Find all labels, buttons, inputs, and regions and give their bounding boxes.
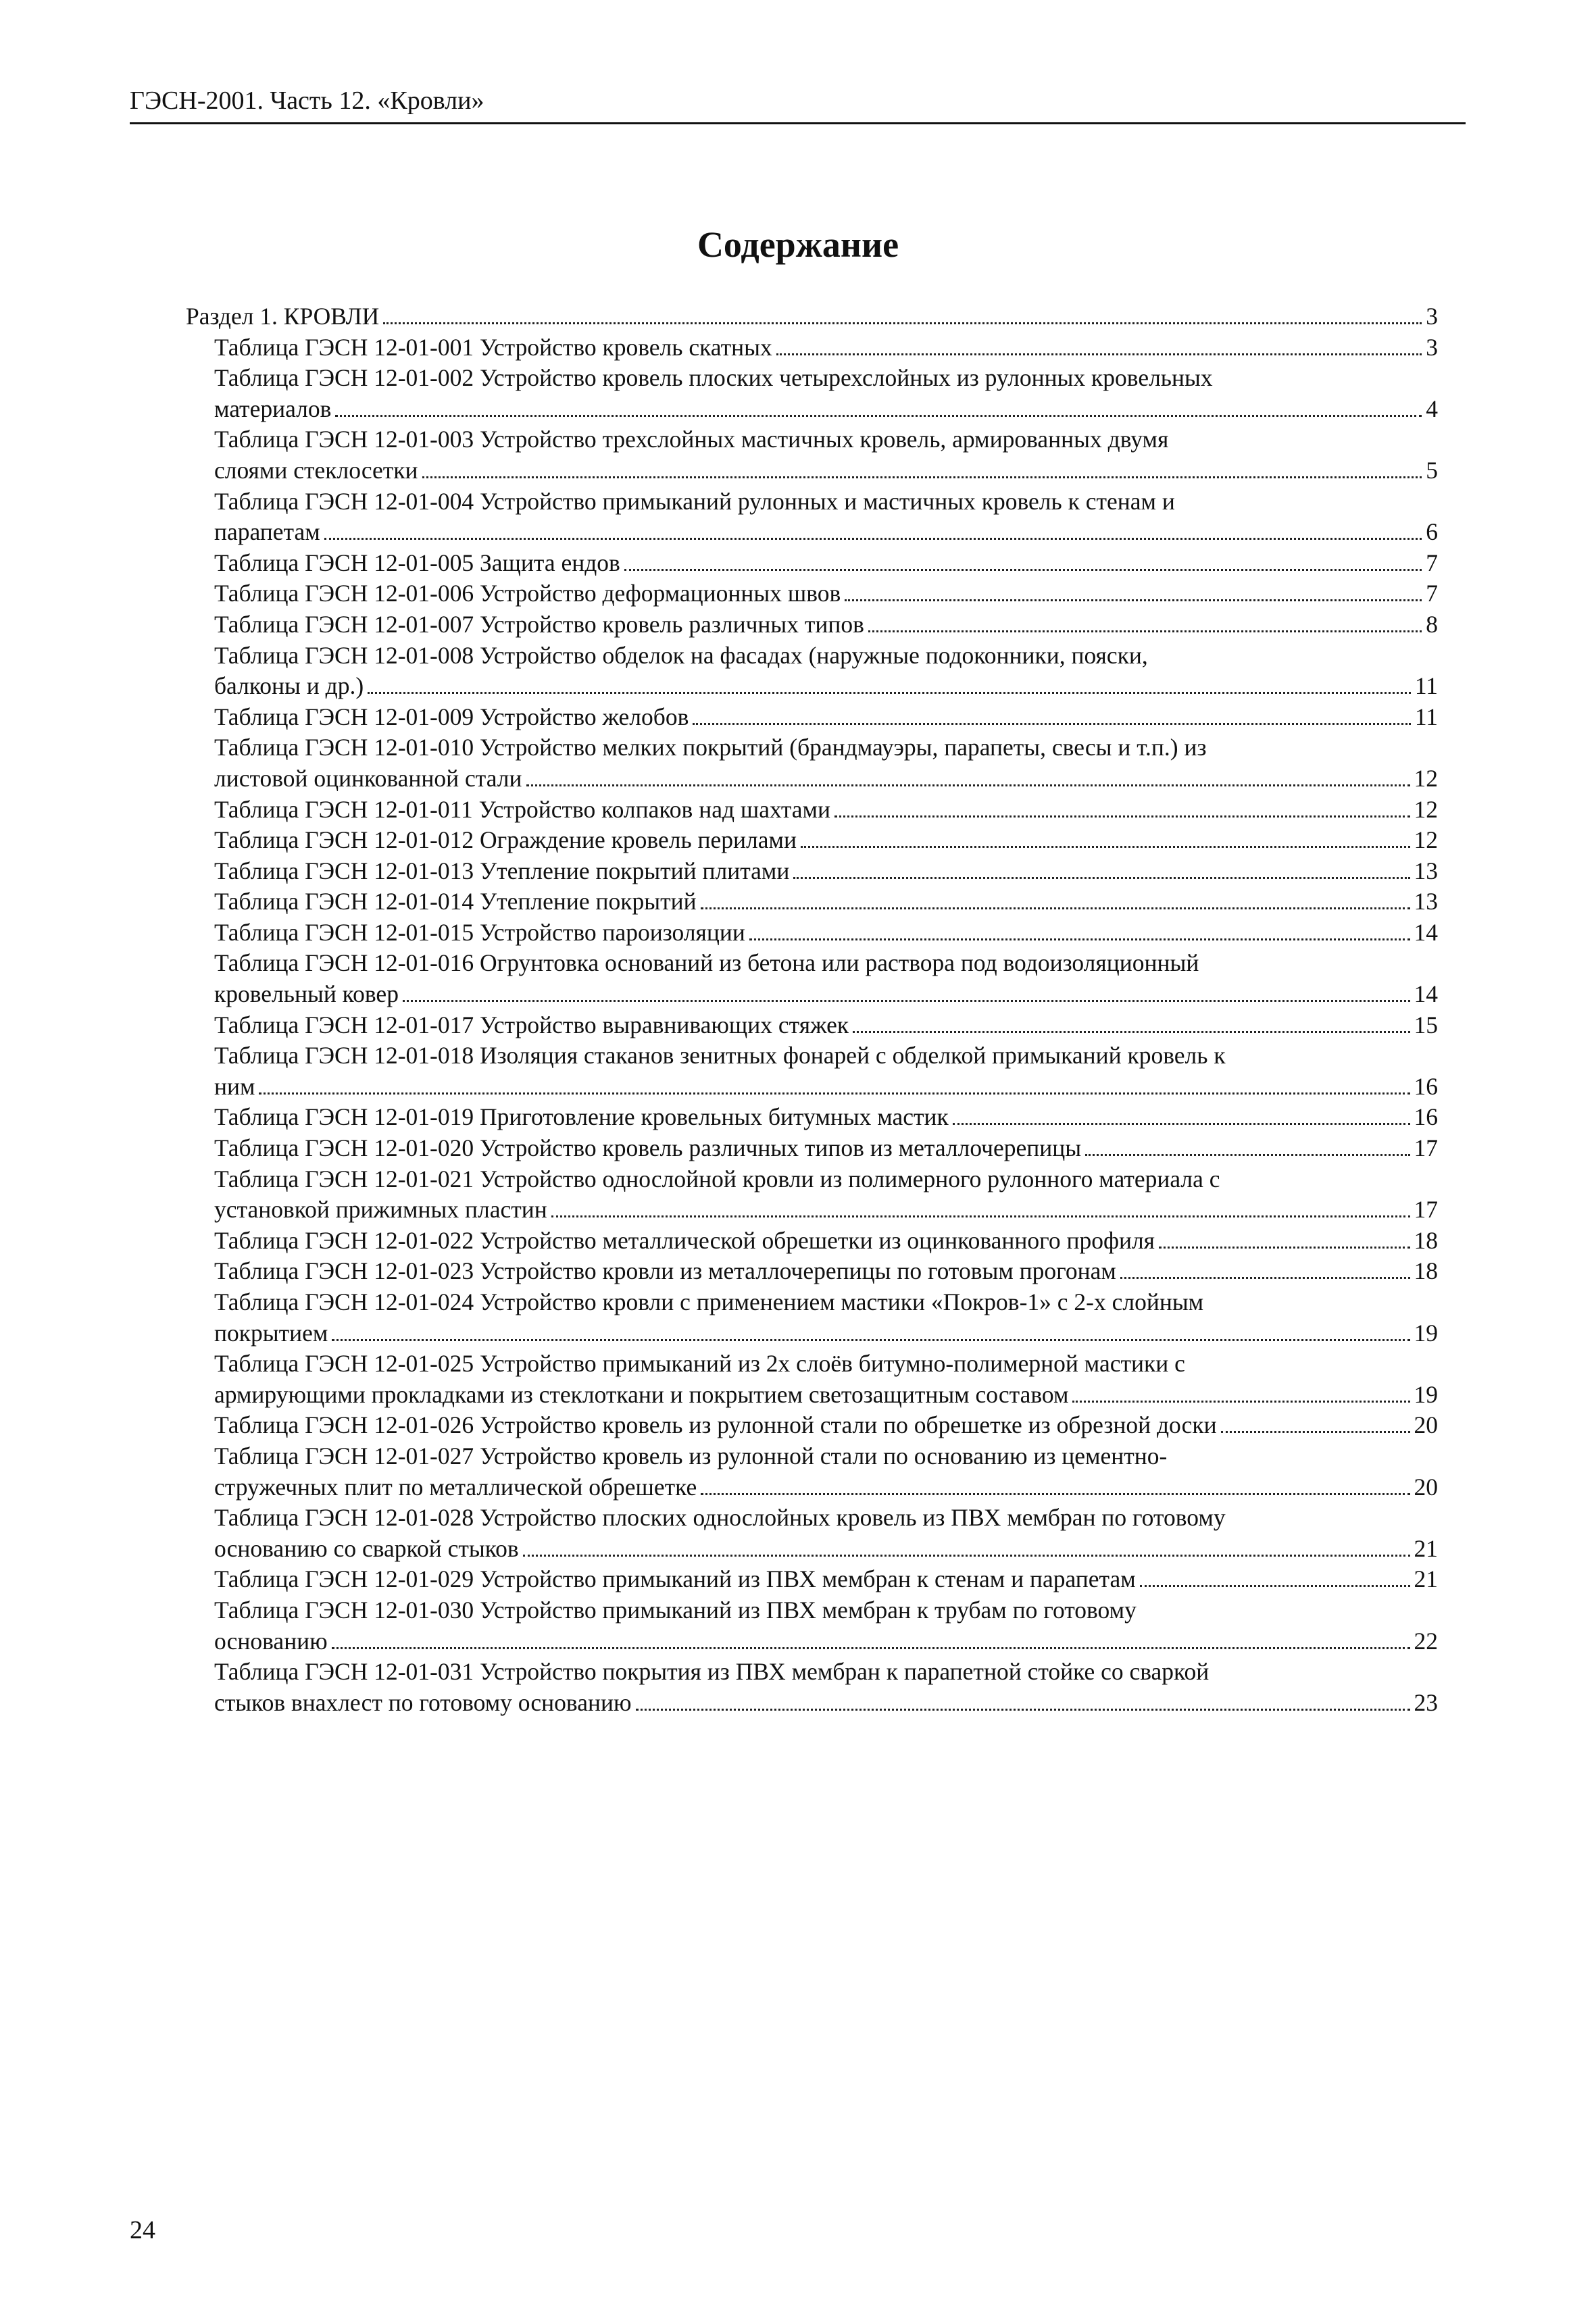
- dot-leader: [793, 877, 1410, 879]
- toc-entry-text-line: Таблица ГЭСН 12-01-025 Устройство примыканий из 2х слоёв битумно-полимерной мастики с: [214, 1350, 1185, 1378]
- toc-table-entry[interactable]: [186, 1040, 1438, 1102]
- toc-entry-text-line: покрытием: [214, 1319, 328, 1347]
- dot-leader: [693, 723, 1410, 725]
- toc-entry-text-line: основанию со сваркой стыков: [214, 1534, 519, 1562]
- toc-page-number: 3: [1426, 333, 1438, 361]
- dot-leader: [701, 1493, 1410, 1495]
- toc-page-number: 7: [1426, 549, 1438, 576]
- toc-page-number: 19: [1414, 1319, 1438, 1347]
- toc-entry-text-line: Таблица ГЭСН 12-01-018 Изоляция стаканов зенитных фонарей с обделкой примыканий кровель к: [214, 1042, 1226, 1070]
- toc-entry-text-line: Таблица ГЭСН 12-01-023 Устройство кровли из металлочерепицы по готовым прогонам: [214, 1257, 1116, 1285]
- toc-page-number: 14: [1414, 918, 1438, 946]
- dot-leader: [636, 1709, 1410, 1711]
- toc-page-number: 20: [1414, 1473, 1438, 1501]
- dot-leader: [403, 1000, 1410, 1002]
- toc-table-entry[interactable]: [186, 640, 1438, 702]
- toc-entry-text-line: Таблица ГЭСН 12-01-014 Утепление покрытий: [214, 888, 697, 915]
- toc-entry-text-line: Таблица ГЭСН 12-01-022 Устройство металлической обрешетки из оцинкованного профиля: [214, 1226, 1155, 1254]
- toc-page-number: 17: [1414, 1196, 1438, 1224]
- toc-title: Содержание: [697, 224, 899, 265]
- toc-table-entry[interactable]: [186, 1441, 1438, 1503]
- toc-table-entry[interactable]: [186, 825, 1438, 856]
- toc-entry-text-line: Таблица ГЭСН 12-01-013 Утепление покрытий плитами: [214, 857, 790, 884]
- toc-entry-text-line: Таблица ГЭСН 12-01-010 Устройство мелких покрытий (брандмауэры, парапеты, свесы и т.п.) из: [214, 734, 1207, 761]
- toc-table-entry[interactable]: [186, 886, 1438, 917]
- toc-table-entry[interactable]: [186, 1256, 1438, 1287]
- toc-entry-text-line: Таблица ГЭСН 12-01-002 Устройство кровель плоских четырехслойных из рулонных кровельных: [214, 364, 1213, 392]
- toc-entry-text-line: Таблица ГЭСН 12-01-009 Устройство желобов: [214, 703, 689, 730]
- toc-page-number: 21: [1414, 1565, 1438, 1593]
- toc-page-number: 22: [1414, 1627, 1438, 1655]
- dot-leader: [853, 1031, 1410, 1033]
- dot-leader: [776, 353, 1422, 355]
- toc-page-number: 3: [1426, 303, 1438, 330]
- toc-page-number: 11: [1414, 672, 1438, 700]
- toc-page-number: 6: [1426, 518, 1438, 546]
- toc-entry-text-line: Таблица ГЭСН 12-01-011 Устройство колпаков над шахтами: [214, 795, 831, 823]
- toc-entry-text-line: Таблица ГЭСН 12-01-019 Приготовление кровельных битумных мастик: [214, 1103, 949, 1131]
- toc-page-number: 12: [1414, 795, 1438, 823]
- dot-leader: [383, 322, 1422, 324]
- toc-page-number: 4: [1426, 395, 1438, 422]
- toc-page-number: 12: [1414, 764, 1438, 792]
- toc-table-entry[interactable]: [186, 856, 1438, 887]
- toc-table-entry[interactable]: [186, 702, 1438, 733]
- toc-table-entry[interactable]: [186, 948, 1438, 1009]
- dot-leader: [953, 1123, 1410, 1125]
- toc-entry-text-line: Таблица ГЭСН 12-01-005 Защита ендов: [214, 549, 620, 576]
- toc-entry-text-line: Таблица ГЭСН 12-01-021 Устройство однослойной кровли из полимерного рулонного материала с: [214, 1165, 1220, 1192]
- dot-leader: [845, 599, 1422, 601]
- dot-leader: [701, 907, 1410, 909]
- toc-entry-text-line: парапетам: [214, 518, 320, 546]
- toc-entry-text-line: Таблица ГЭСН 12-01-004 Устройство примыканий рулонных и мастичных кровель к стенам и: [214, 487, 1175, 515]
- toc-entry-text-line: листовой оцинкованной стали: [214, 764, 522, 792]
- toc-page-number: 13: [1414, 888, 1438, 915]
- toc-page-number: 5: [1426, 456, 1438, 484]
- dot-leader: [332, 1647, 1410, 1649]
- toc-section-entry[interactable]: [186, 301, 1438, 332]
- toc-entry-text-line: балконы и др.): [214, 672, 364, 700]
- toc-entry-text-line: кровельный ковер: [214, 980, 399, 1008]
- dot-leader: [749, 938, 1410, 940]
- toc-table-entry[interactable]: [186, 1102, 1438, 1133]
- toc-entry-text-line: материалов: [214, 395, 332, 422]
- toc-entry-text-line: Таблица ГЭСН 12-01-001 Устройство кровель скатных: [214, 333, 772, 361]
- toc-table-entry[interactable]: [186, 424, 1438, 486]
- toc-page-number: 15: [1414, 1011, 1438, 1038]
- dot-leader: [868, 630, 1422, 632]
- toc-table-entry[interactable]: [186, 795, 1438, 826]
- toc-table-entry[interactable]: [186, 363, 1438, 424]
- page-number: 24: [130, 2216, 155, 2244]
- dot-leader: [1159, 1247, 1410, 1249]
- toc-page-number: 16: [1414, 1072, 1438, 1100]
- dot-leader: [523, 1555, 1410, 1557]
- toc-table-entry[interactable]: [186, 1133, 1438, 1164]
- toc-page-number: 12: [1414, 826, 1438, 854]
- toc-entry-text-line: Таблица ГЭСН 12-01-031 Устройство покрытия из ПВХ мембран к парапетной стойке со сваркой: [214, 1658, 1210, 1686]
- dot-leader: [259, 1092, 1410, 1095]
- toc-entry-text-line: Таблица ГЭСН 12-01-016 Огрунтовка оснований из бетона или раствора под водоизоляционный: [214, 949, 1199, 977]
- toc-entry-text-line: стружечных плит по металлической обрешетке: [214, 1473, 697, 1501]
- toc-table-entry[interactable]: [186, 578, 1438, 609]
- dot-leader: [324, 538, 1422, 540]
- dot-leader: [335, 415, 1422, 417]
- toc-table-entry[interactable]: [186, 917, 1438, 949]
- toc-page-number: 14: [1414, 980, 1438, 1008]
- toc-page-number: 17: [1414, 1134, 1438, 1162]
- toc-entry-text-line: Таблица ГЭСН 12-01-006 Устройство деформационных швов: [214, 580, 841, 607]
- toc-entry-text-line: Таблица ГЭСН 12-01-012 Ограждение кровель перилами: [214, 826, 797, 854]
- toc-entry-text-line: стыков внахлест по готовому основанию: [214, 1688, 632, 1716]
- toc-entry-text-line: Таблица ГЭСН 12-01-007 Устройство кровель различных типов: [214, 610, 864, 638]
- toc-page-number: 18: [1414, 1257, 1438, 1285]
- toc-table-entry[interactable]: [186, 1164, 1438, 1226]
- toc-table-entry[interactable]: [186, 548, 1438, 579]
- toc-table-entry[interactable]: [186, 1349, 1438, 1410]
- toc-page-number: 19: [1414, 1380, 1438, 1408]
- dot-leader: [1140, 1585, 1410, 1587]
- toc-page-number: 13: [1414, 857, 1438, 884]
- toc-entry-text-line: основанию: [214, 1627, 328, 1655]
- toc-page-number: 8: [1426, 610, 1438, 638]
- dot-leader: [551, 1215, 1410, 1217]
- toc-table-entry[interactable]: [186, 1010, 1438, 1041]
- dot-leader: [1120, 1277, 1410, 1279]
- toc-table-entry[interactable]: [186, 1410, 1438, 1441]
- toc-entry-text-line: Таблица ГЭСН 12-01-029 Устройство примыканий из ПВХ мембран к стенам и парапетам: [214, 1565, 1136, 1593]
- toc-table-entry[interactable]: [186, 732, 1438, 794]
- dot-leader: [1221, 1431, 1410, 1433]
- toc-entry-text-line: Таблица ГЭСН 12-01-015 Устройство пароизоляции: [214, 918, 745, 946]
- table-of-contents: [186, 301, 1438, 1718]
- dot-leader: [332, 1339, 1410, 1341]
- toc-table-entry[interactable]: [186, 332, 1438, 363]
- toc-entry-text-line: слоями стеклосетки: [214, 456, 418, 484]
- toc-page-number: 18: [1414, 1226, 1438, 1254]
- toc-table-entry[interactable]: [186, 1503, 1438, 1564]
- toc-entry-text-line: Таблица ГЭСН 12-01-003 Устройство трехслойных мастичных кровель, армированных двумя: [214, 426, 1169, 453]
- toc-entry-text-line: Раздел 1. КРОВЛИ: [186, 303, 380, 330]
- header-rule: [130, 122, 1466, 124]
- toc-table-entry[interactable]: [186, 1595, 1438, 1657]
- toc-table-entry[interactable]: [186, 609, 1438, 640]
- running-header: ГЭСН-2001. Часть 12. «Кровли»: [130, 86, 484, 115]
- toc-entry-text-line: Таблица ГЭСН 12-01-024 Устройство кровли с применением мастики «Покров-1» с 2-х слойным: [214, 1288, 1204, 1315]
- toc-entry-text-line: ним: [214, 1072, 255, 1100]
- dot-leader: [368, 692, 1411, 694]
- toc-entry-text-line: Таблица ГЭСН 12-01-020 Устройство кровель различных типов из металлочерепицы: [214, 1134, 1082, 1162]
- dot-leader: [624, 569, 1422, 571]
- toc-entry-text-line: Таблица ГЭСН 12-01-026 Устройство кровель из рулонной стали по обрешетке из обрезной доски: [214, 1411, 1217, 1439]
- toc-page-number: 23: [1414, 1688, 1438, 1716]
- toc-entry-text-line: Таблица ГЭСН 12-01-017 Устройство выравнивающих стяжек: [214, 1011, 849, 1038]
- toc-page-number: 20: [1414, 1411, 1438, 1439]
- toc-entry-text-line: армирующими прокладками из стеклоткани и покрытием светозащитным составом: [214, 1380, 1069, 1408]
- dot-leader: [1085, 1154, 1410, 1156]
- toc-table-entry[interactable]: [186, 1564, 1438, 1595]
- toc-entry-text-line: Таблица ГЭСН 12-01-008 Устройство обделок на фасадах (наружные подоконники, пояски,: [214, 641, 1148, 669]
- dot-leader: [526, 784, 1410, 786]
- toc-page-number: 16: [1414, 1103, 1438, 1131]
- toc-table-entry[interactable]: [186, 486, 1438, 548]
- toc-entry-text-line: Таблица ГЭСН 12-01-027 Устройство кровель из рулонной стали по основанию из цементно-: [214, 1442, 1168, 1469]
- toc-entry-text-line: Таблица ГЭСН 12-01-030 Устройство примыканий из ПВХ мембран к трубам по готовому: [214, 1596, 1137, 1624]
- dot-leader: [422, 476, 1422, 478]
- toc-table-entry[interactable]: [186, 1287, 1438, 1349]
- toc-entry-text-line: установкой прижимных пластин: [214, 1196, 547, 1224]
- dot-leader: [834, 815, 1410, 818]
- toc-page-number: 7: [1426, 580, 1438, 607]
- dot-leader: [801, 846, 1410, 848]
- toc-page-number: 11: [1414, 703, 1438, 730]
- toc-page-number: 21: [1414, 1534, 1438, 1562]
- dot-leader: [1072, 1401, 1410, 1403]
- toc-entry-text-line: Таблица ГЭСН 12-01-028 Устройство плоских однослойных кровель из ПВХ мембран по готовому: [214, 1504, 1226, 1532]
- toc-table-entry[interactable]: [186, 1226, 1438, 1257]
- toc-table-entry[interactable]: [186, 1657, 1438, 1718]
